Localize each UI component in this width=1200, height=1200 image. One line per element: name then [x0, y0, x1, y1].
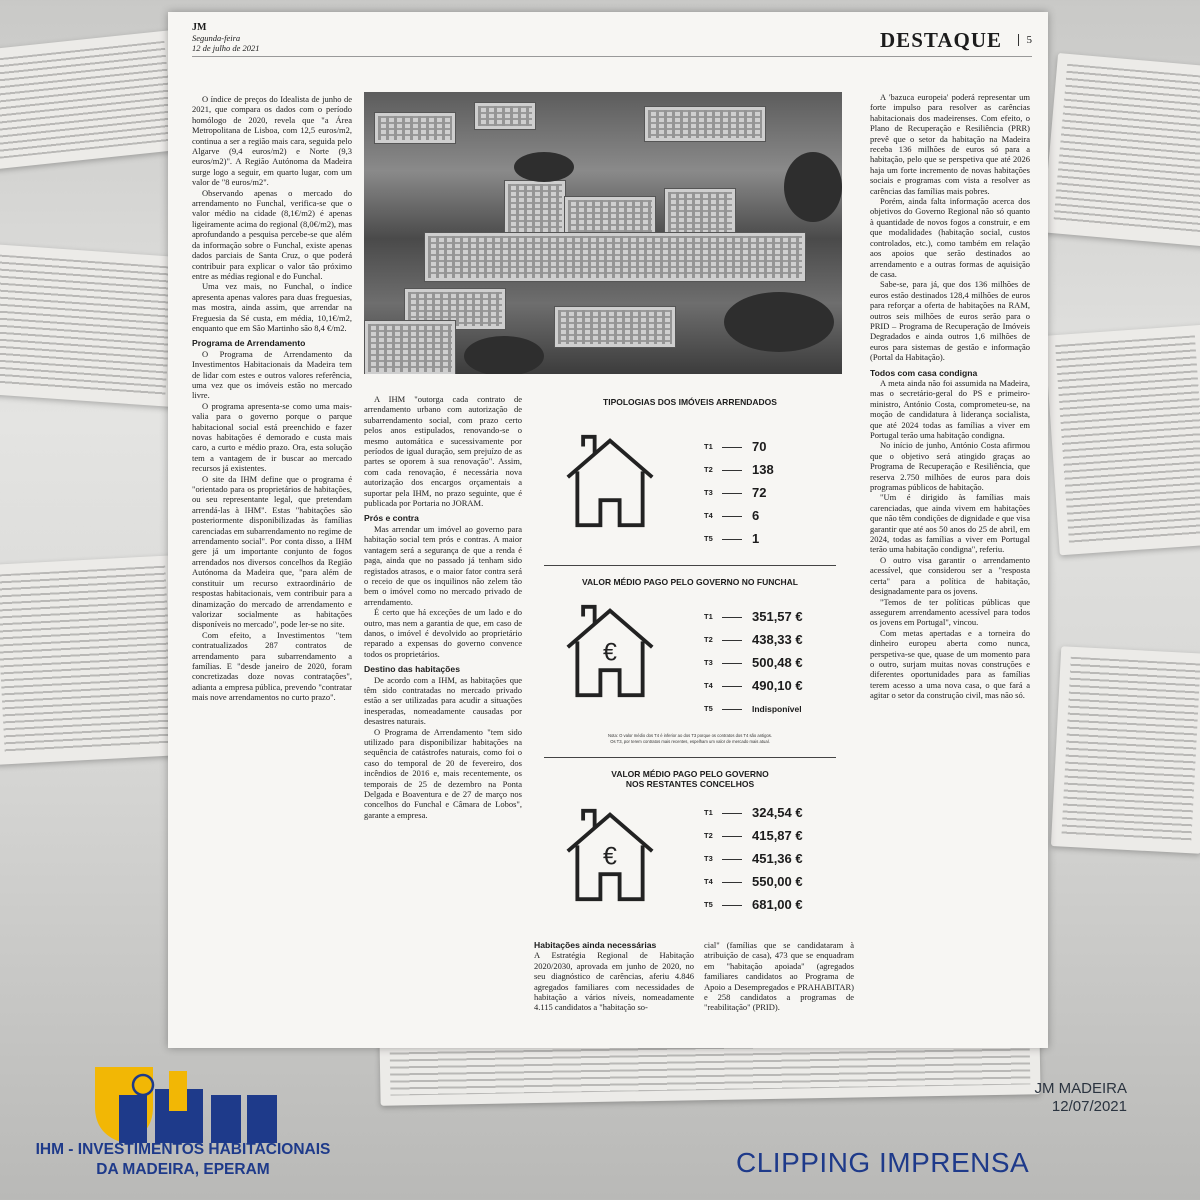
clipping-label: CLIPPING IMPRENSA — [736, 1147, 1030, 1178]
background-newspaper — [0, 243, 185, 407]
article-column-1 — [192, 94, 352, 703]
source-name: JM MADEIRA — [1034, 1080, 1127, 1097]
infographic-title-typologies: TIPOLOGIAS DOS IMÓVEIS ARRENDADOS — [603, 397, 777, 407]
weekday: Segunda-feira — [192, 33, 241, 43]
paragraph: O Programa de Arrendamento da Investimentos Habitacionais da Madeira tem de lidar com estes e outros valores referência, uma vez que os imóveis estão no mercado livre. — [192, 348, 352, 401]
issue-date: 12 de julho de 2021 — [192, 43, 260, 53]
paragraph: "Um é dirigido às famílias mais carenciadas, que ainda vivem em habitações que não têm condições de dignidade e que visa garantir que até aos 50 anos do 25 de abril, em 2024, todas as famílias a viver em Portugal terão uma habitação condigna", referiu. — [870, 492, 1030, 555]
background-newspaper — [0, 555, 185, 765]
article-column-4 — [870, 92, 1030, 701]
house-euro-icon — [562, 603, 658, 699]
paper-name: JM — [192, 22, 207, 33]
paragraph: Mas arrendar um imóvel ao governo para habitação social tem prós e contras. A maior vantagem será a segurança de que a renda é paga, ainda que no passado já tenham sido registados atrasos, e o maior fator contra será o receio de que os inquilinos não zelem tão bem o imóvel como no mercado privado de arrendamento. — [364, 523, 522, 607]
svg-text:€: € — [603, 638, 617, 667]
paragraph: A Estratégia Regional de Habitação 2020/2030, aprovada em junho de 2020, no seu diagnóstico de carências, aferiu 4.846 agregados familiares com necessidades de habitação a vários níveis, nomeadamente 4.115 candidatos a "habitação so- — [534, 950, 694, 1013]
masthead — [192, 22, 260, 53]
source-date: 12/07/2021 — [1051, 1098, 1127, 1115]
paragraph: Com efeito, a Investimentos "tem contratualizados 287 contratos de arrendamento para subarrendamento a famílias. E "desde janeiro de 2020, foram concretizadas doze novas contratações", adianta a empresa pública, prevendo "contratar mais nove arrendamentos no curto prazo". — [192, 629, 352, 703]
paragraph: A 'bazuca europeia' poderá representar um forte impulso para resolver as carências habitacionais dos madeirenses. Com efeito, o Plano de Recuperação e Resiliência (PRR) prevê que o setor da habitação na Madeira receba 136 milhões de euros só para a habitação, pelo que se perspetiva que até 2026 haja um forte incremento de novas habitações sociais e programas com vista a resolver as carências das famílias mais pobres. — [870, 92, 1030, 196]
background-newspaper — [1051, 646, 1200, 854]
page-number: 5 — [1018, 34, 1033, 46]
article-bottom-left — [534, 940, 694, 1013]
background-newspaper — [0, 30, 186, 170]
paragraph: De acordo com a IHM, as habitações que têm sido contratadas no mercado privado estão a ser utilizadas para acudir a situações inesperadas, nomeadamente causadas por desastres naturais. — [364, 674, 522, 727]
divider — [544, 565, 836, 566]
article-column-2 — [364, 394, 522, 820]
section-title: DESTAQUE — [880, 28, 1002, 52]
paragraph: O programa apresenta-se como uma mais-valia para o governo porque o parque habitacional social está preenchido e fazer novas habitações é demorado e custa mais caro, a curto e médio prazo. Ora, esta solução tem a vantagem de ir buscar ao mercado recursos já existentes. — [192, 400, 352, 474]
paragraph: "Temos de ter políticas públicas que assegurem arrendamento acessível para todos os jovens em Portugal", vincou. — [870, 596, 1030, 628]
city-photo — [364, 92, 842, 374]
infographic-note: Nota: O valor médio dos T4 é inferior ao dos T3 porque os contratos dos T4 são antigos. Os T3, por terem contratos mais recentes, espelham um valor de mercado mais atual. — [607, 733, 773, 744]
org-name-line1: IHM - INVESTIMENTOS HABITACIONAIS — [35, 1141, 331, 1158]
paragraph: A IHM "outorga cada contrato de arrendamento urbano com autorização de subarrendamento social, com prazo certo pelos anos estipulados, renovando-se o mesmo automática e sucessivamente por períodos de igual duração, sem prejuízo de as partes se oporem à sua renovação". Assim, com cada renovação, é necessária nova autorização dos encargos orçamentais a suportar pela IHM, no prazo seguinte, que é publicada por Portaria no JORAM. — [364, 394, 522, 509]
paragraph: O site da IHM define que o programa é "orientado para os proprietários de habitações, ou seu representante legal, que pretendam arrendá-las à IHM". Estas "habitações são posteriormente disponibilizadas às famílias carenciadas em subarrendamento no regime de arrendamento social". Por conta disso, a IHM gere já um importante conjunto de fogos arrendados nos diversos concelhos da Região Autónoma da Madeira que, "para além de constituir um recurso extraordinário de respostas habitacionais, vem contribuir para a dinamização do mercado de arrendamento e valorizar socialmente as habitações disponíveis no mercado", pode ler-se no site. — [192, 473, 352, 630]
paragraph: cial" (famílias que se candidataram à atribuição de casa), 473 que se enquadram em "habitação apoiada" (agregados familiares candidatos ao Programa de Apoio a Desempregados e PRAHABITAR) e 258 candidatos a programas de "reabilitação" (PRID). — [704, 940, 854, 1013]
paragraph: Observando apenas o mercado do arrendamento no Funchal, verifica-se que o valor médio na cidade (8,1€/m2) é apenas ligeiramente acima do regional (8,0€/m2), mas aprofundando a pesquisa percebe-se que além da informação sobre o Funchal, existe apenas dados parciais de Santa Cruz, o que poderá contribuir para explicar o valor tão próximo entre as médias regional e do Funchal. — [192, 187, 352, 281]
house-icon — [562, 433, 658, 529]
ihm-logo — [93, 1065, 279, 1145]
newspaper-page — [168, 12, 1048, 1048]
svg-text:€: € — [603, 842, 617, 871]
background-newspaper — [1042, 53, 1200, 247]
article-bottom-right — [704, 940, 854, 1013]
subheading: Programa de Arrendamento — [192, 338, 306, 349]
infographic-title-other: VALOR MÉDIO PAGO PELO GOVERNO NOS RESTANTES CONCELHOS — [611, 769, 769, 789]
paragraph: O Programa de Arrendamento "tem sido utilizado para disponibilizar habitações na sequência de catástrofes naturais, como foi o caso do temporal de 20 de fevereiro, dos incêndios de 2016 e, mais recentemente, os temporais de 25 de dezembro na Ponta Delgada e Boaventura e de 27 de março nos concelhos do Funchal e Câmara de Lobos", garante a empresa. — [364, 726, 522, 820]
subheading: Habitações ainda necessárias — [534, 940, 657, 950]
paragraph: A meta ainda não foi assumida na Madeira, mas o secretário-geral do PS e primeiro-ministro, António Costa, comprometeu-se, na moção de candidatura à liderança socialista, que até 2024 todas as famílias a viver em Portugal terão uma habitação condigna. — [870, 377, 1030, 440]
paragraph: É certo que há exceções de um lado e do outro, mas nem a garantia de que, em caso de danos, o imóvel é devolvido ao proprietário reparado a expensas do governo convence todos os proprietários. — [364, 607, 522, 659]
house-euro-icon — [562, 807, 658, 903]
background-newspaper — [1045, 325, 1200, 556]
infographic-title-funchal: VALOR MÉDIO PAGO PELO GOVERNO NO FUNCHAL — [582, 577, 798, 587]
org-name-line2: DA MADEIRA, EPERAM — [96, 1161, 270, 1178]
paragraph: No início de junho, António Costa afirmou que o objetivo será atingido graças ao Programa de Recuperação e Resiliência, que reserva 2.750 milhões de euros para dois programas públicos de habitação. — [870, 440, 1030, 493]
subheading: Destino das habitações — [364, 664, 460, 675]
paragraph: O índice de preços do Idealista de junho de 2021, que compara os dados com o período homólogo de 2020, revela que "a Área Metropolitana de Lisboa, com 12,5 euros/m2, continua a ser a região mais cara, seguida pelo Algarve (9,4 euros/m2) e Norte (9,3 euros/m2)". A Região Autónoma da Madeira surge logo a seguir, em quarto lugar, com um valor de "8 euros/m2". — [192, 94, 352, 188]
subheading: Todos com casa condigna — [870, 367, 978, 378]
paragraph: Sabe-se, para já, que dos 136 milhões de euros estão destinados 128,4 milhões de euros para reforçar a oferta de habitações na RAM, outros seis milhões de euros serão para o PRID – Programa de Recuperação de Imóveis Degradados e ainda outros 1,6 milhões de euros para sistemas de gestão e informação (Portal da Habitação). — [870, 279, 1030, 363]
paragraph: O outro visa garantir o arrendamento acessível, que considerou ser a "resposta certa" para a política de habitação, designadamente para os jovens. — [870, 554, 1030, 597]
subheading: Prós e contra — [364, 513, 419, 524]
paragraph: Porém, ainda falta informação acerca dos objetivos do Governo Regional não só quanto à quantidade de novos fogos a construir, e em que modalidades (habitação social, custos controlados, etc.), como também em relação aos apoios que serão destinados ao arrendamento e a outras formas de aquisição de casa. — [870, 196, 1030, 279]
paragraph: Uma vez mais, no Funchal, o índice apresenta apenas valores para duas freguesias, mas mostra, ainda assim, que arrendar na Freguesia da Sé custa, em média, 10,1€/m2, enquanto que em São Martinho são 8,4 €/m2. — [192, 281, 352, 333]
paragraph: Com metas apertadas e a torneira do dinheiro europeu aberta como nunca, perspetiva-se que, quase de um momento para o outro, surjam muitas novas construções e diferentes oportunidades para as famílias terem acesso a uma nova casa, o que fará a agitar o setor da construção civil, mas não só. — [870, 627, 1030, 701]
divider — [544, 757, 836, 758]
infographic: TIPOLOGIAS DOS IMÓVEIS ARRENDADOS T1 70 T2 138 T3 72 T4 6 T5 1 VALOR MÉDIO PAGO PELO GOVERNO NO FUNCHAL € T1 351,57 € T2 438,33 € T3 500,48 € T4 490,10 € T5 Indisponível Nota: O valor médio dos T4 é inferior ao dos T3 porque os contratos dos T4 são antigos. Os T3, por terem contratos mais recentes, espelham um valor de mercado mais atual. VALOR MÉDIO PAGO PELO GOVERNO NOS RESTANTES CONCELHOS € T1 324,54 € T2 415,87 € T3 451,36 € T4 550,00 € T5 681,00 € — [544, 397, 836, 407]
header-rule — [192, 56, 1032, 57]
